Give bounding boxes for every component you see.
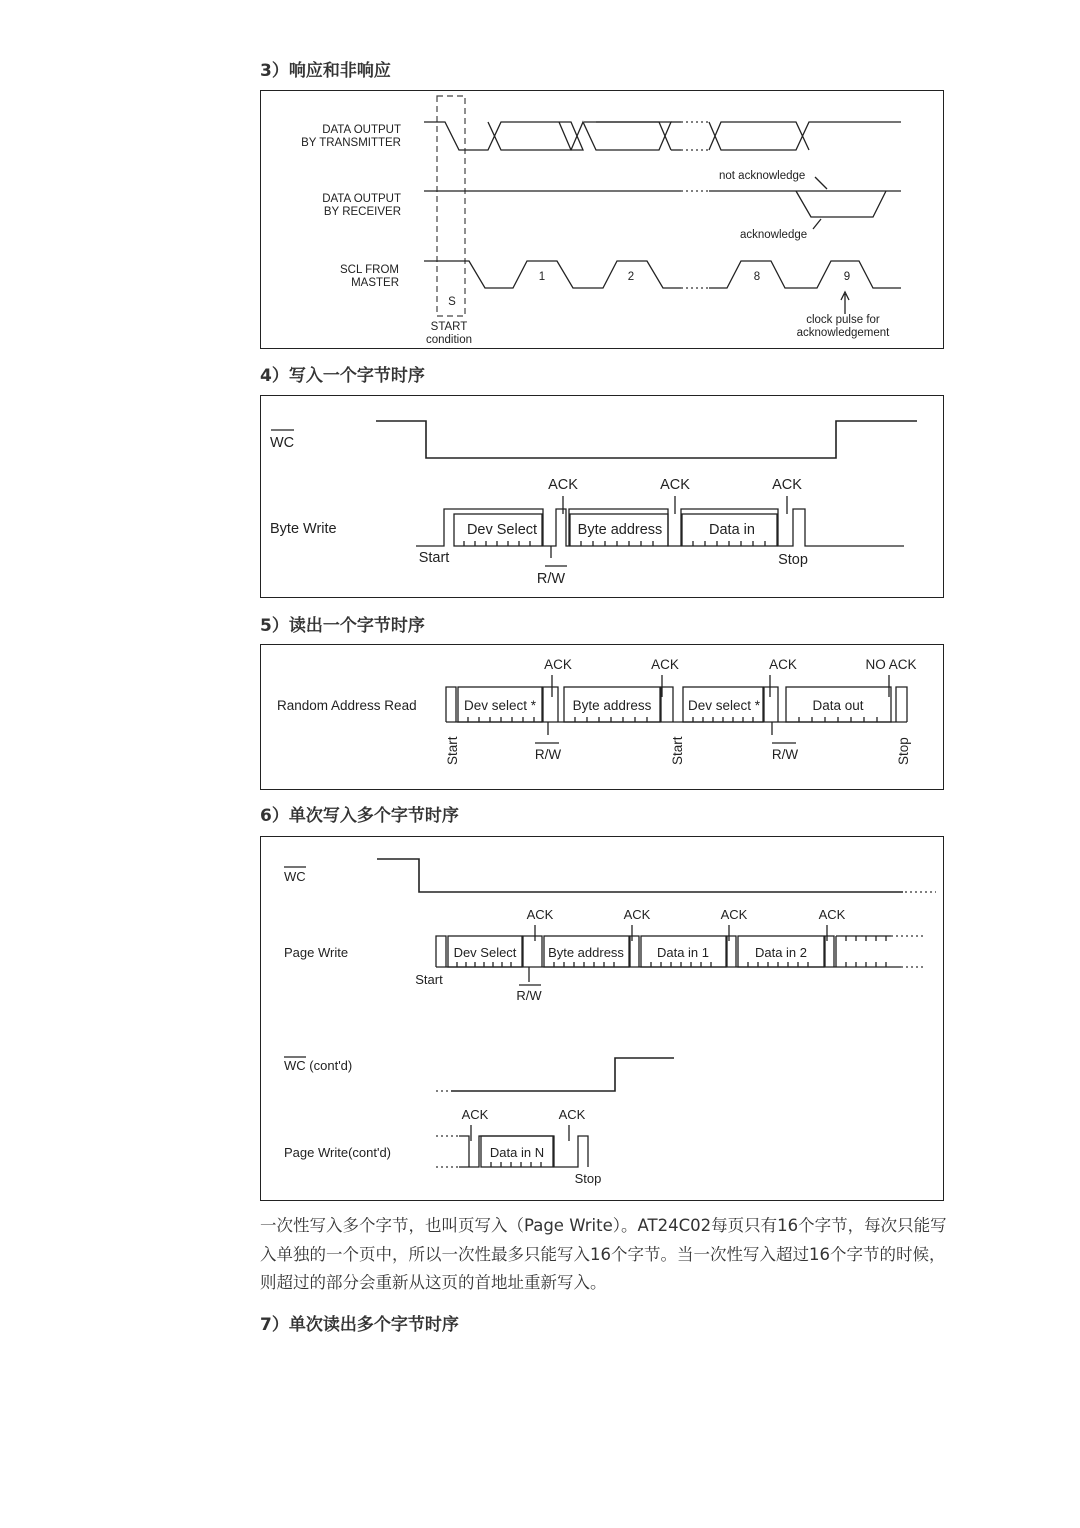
ack-contd-2: ACK (558, 1107, 586, 1122)
figure-page-write (260, 836, 944, 1201)
start-label-1: Start (445, 736, 460, 765)
page-write-label: Page Write (284, 945, 349, 960)
wc-contd-waveform (451, 1058, 674, 1091)
pulse-1: 1 (538, 271, 546, 283)
wc-contd-suffix: (cont'd) (309, 1058, 353, 1073)
wc-waveform (377, 859, 903, 892)
start-label: Start (418, 550, 450, 566)
rx-label-2: BY RECEIVER (323, 206, 401, 218)
byte-write-diagram (261, 396, 943, 597)
dev-select-text-1: Dev select * (463, 698, 537, 713)
wc-waveform (376, 421, 917, 458)
data-in-2-text: Data in 2 (754, 945, 808, 960)
byte-address-text: Byte address (548, 945, 624, 960)
random-read-label: Random Address Read (277, 698, 417, 713)
ack-markers (535, 925, 827, 941)
dev-select-text: Dev Select (466, 522, 538, 538)
tx-label-2: BY TRANSMITTER (301, 137, 401, 149)
s-label: S (448, 296, 456, 308)
start-label-2: Start (670, 736, 685, 765)
byte-address-text: Byte address (577, 522, 663, 538)
ack-1: ACK (526, 907, 554, 922)
not-ack-arrow (815, 177, 827, 189)
pulse-2: 2 (627, 271, 635, 283)
not-ack-label: not acknowledge (719, 170, 806, 182)
ack-1: ACK (544, 657, 572, 672)
wc-contd-wc: WC (284, 1058, 306, 1073)
ack-arrow (813, 219, 821, 229)
stop-label: Stop (778, 552, 808, 568)
clock-label-1: clock pulse for (806, 314, 880, 326)
page-write-diagram (261, 837, 943, 1200)
wc-label: WC (284, 869, 306, 884)
heading-byte-read: 5）读出一个字节时序 (260, 616, 425, 636)
byte-write-label: Byte Write (270, 521, 337, 537)
data-out-text: Data out (812, 698, 864, 713)
start-condition-box (437, 96, 465, 316)
data-in-1-text: Data in 1 (656, 945, 710, 960)
rw-label: R/W (516, 988, 542, 1003)
tx-label-1: DATA OUTPUT (322, 124, 401, 136)
dev-select-text-2: Dev select * (687, 698, 761, 713)
start-label-1: START (430, 321, 468, 333)
ack-3: ACK (772, 477, 802, 493)
ack-4: ACK (818, 907, 846, 922)
ack-markers (563, 496, 787, 514)
dev-select-text: Dev Select (453, 945, 517, 960)
stop-label: Stop (574, 1171, 602, 1186)
ack-timing-diagram (261, 91, 943, 348)
scl-label-1: SCL FROM (340, 264, 399, 276)
no-ack: NO ACK (865, 657, 917, 672)
ack-label: acknowledge (740, 229, 808, 241)
scl-label-2: MASTER (351, 277, 399, 289)
scl-waveform (424, 261, 901, 288)
heading-byte-write: 4）写入一个字节时序 (260, 366, 425, 386)
rw-label: R/W (536, 571, 566, 587)
clock-pulse-arrow (841, 292, 849, 314)
figure-byte-write (260, 395, 944, 598)
clock-label-2: acknowledgement (796, 327, 890, 339)
heading-multi-read: 7）单次读出多个字节时序 (260, 1315, 459, 1335)
pulse-9: 9 (843, 271, 851, 283)
data-in-text: Data in (709, 522, 755, 538)
ack-1: ACK (548, 477, 578, 493)
pulse-8: 8 (753, 271, 761, 283)
data-in-n-text: Data in N (489, 1145, 545, 1160)
tx-waveform (424, 122, 901, 150)
heading-ack-nack: 3）响应和非响应 (260, 61, 391, 81)
ack-markers (552, 675, 889, 697)
ack-contd-1: ACK (461, 1107, 489, 1122)
ack-2: ACK (651, 657, 679, 672)
ack-3: ACK (720, 907, 748, 922)
rw-label-2: R/W (771, 747, 799, 762)
ack-2: ACK (623, 907, 651, 922)
page-write-description: 一次性写入多个字节，也叫页写入（Page Write）。AT24C02每页只有16个字节，每次只能写入单独的一个页中，所以一次性最多只能写入16个字节。当一次性写入超过16个字节的时候，则超过的部分会重新从这页的首地址重新写入。 (260, 1216, 947, 1292)
heading-page-write: 6）单次写入多个字节时序 (260, 806, 459, 826)
wc-contd-label (284, 1058, 352, 1073)
random-read-diagram (261, 645, 943, 789)
ack-2: ACK (660, 477, 690, 493)
ack-3: ACK (769, 657, 797, 672)
rw-label-1: R/W (534, 747, 562, 762)
wc-label: WC (270, 435, 295, 451)
rx-waveform (424, 191, 901, 217)
stop-label: Stop (896, 737, 911, 765)
start-label-2: condition (425, 334, 473, 346)
byte-address-text: Byte address (572, 698, 652, 713)
rx-label-1: DATA OUTPUT (322, 193, 401, 205)
figure-random-read (260, 644, 944, 790)
page-write-contd-label: Page Write(cont'd) (284, 1145, 392, 1160)
figure-ack-timing (260, 90, 944, 349)
start-label: Start (415, 972, 443, 987)
